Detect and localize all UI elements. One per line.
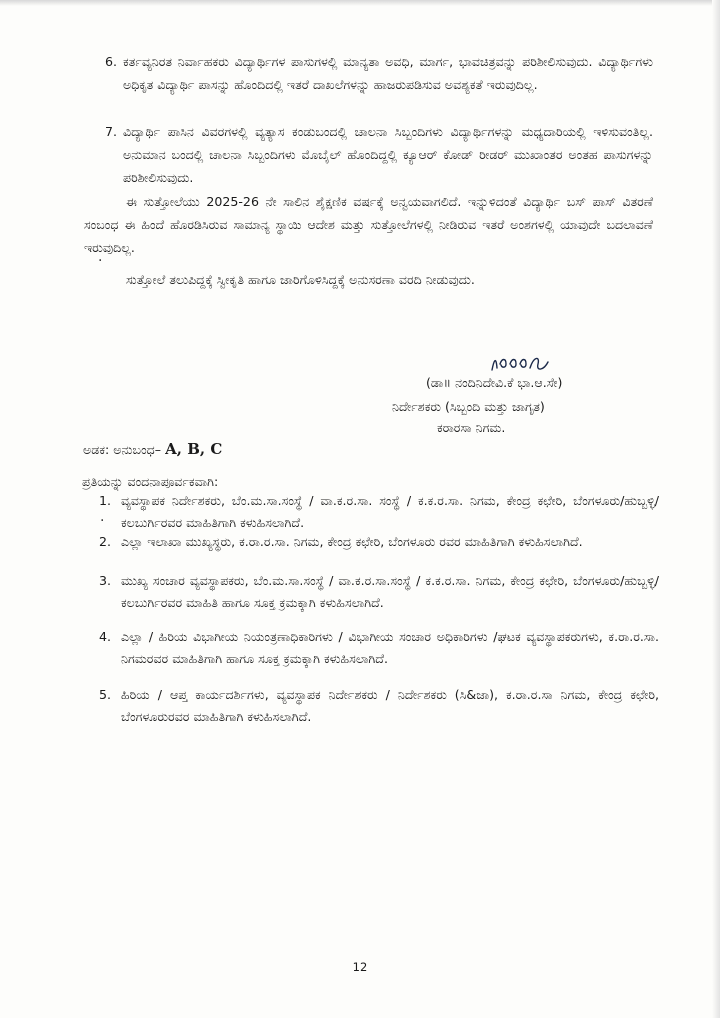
applicability-paragraph: ಈ ಸುತ್ತೋಲೆಯು 2025-26 ನೇ ಸಾಲಿನ ಶೈಕ್ಷಣಿಕ ವರ್ಷಕ್ಕೆ ಅನ್ವಯವಾಗಲಿದೆ. ಇನ್ನುಳಿದಂತೆ ವಿದ್ಯಾರ್ಥಿ ಬಸ್ ಪಾಸ್ ವಿತರಣೆ ಸಂಬಂಧ ಈ ಹಿಂದೆ ಹೊರಡಿಸಿರುವ ಸಾಮಾನ್ಯ ಸ್ಥಾಯಿ ಆದೇಶ ಮತ್ತು ಸುತ್ತೋಲೆಗಳಲ್ಲಿ ನೀಡಿರುವ ಇತರೆ ಅಂಶಗಳಲ್ಲಿ ಯಾವುದೇ ಬದಲಾವಣೆ ಇರುವುದಿಲ್ಲ. bbox=[84, 194, 653, 255]
list-item-text: ವಿದ್ಯಾರ್ಥಿ ಪಾಸಿನ ವಿವರಗಳಲ್ಲಿ ವ್ಯತ್ಯಾಸ ಕಂಡುಬಂದಲ್ಲಿ ಚಾಲನಾ ಸಿಬ್ಬಂದಿಗಳು ವಿದ್ಯಾರ್ಥಿಗಳನ್ನು ಮಧ್ಯದಾರಿಯಲ್ಲಿ ಇಳಿಸುವಂತಿಲ್ಲ. ಅನುಮಾನ ಬಂದಲ್ಲಿ ಚಾಲನಾ ಸಿಬ್ಬಂದಿಗಳು ಮೊಬೈಲ್ ಹೊಂದಿದ್ದಲ್ಲಿ ಕ್ಯೂಆರ್ ಕೋಡ್ ರೀಡರ್ ಮುಖಾಂತರ ಅಂತಹ ಪಾಸುಗಳನ್ನು ಪರಿಶೀಲಿಸುವುದು. bbox=[123, 124, 653, 185]
copy-item-text: ಎಲ್ಲಾ ಇಲಾಖಾ ಮುಖ್ಯಸ್ಥರು, ಕ.ರಾ.ರ.ಸಾ. ನಿಗಮ, ಕೇಂದ್ರ ಕಛೇರಿ, ಬೆಂಗಳೂರು ರವರ ಮಾಹಿತಿಗಾಗಿ ಕಳುಹಿಸಲಾಗಿದೆ. bbox=[121, 534, 583, 549]
enclosure-label: ಅಡಕ: ಅನುಬಂಧ– bbox=[83, 442, 162, 457]
list-item-number: 7. bbox=[105, 124, 118, 139]
enclosure-value: A, B, C bbox=[165, 440, 223, 458]
margin-mark: · bbox=[98, 253, 103, 269]
copy-item-text: ಮುಖ್ಯ ಸಂಚಾರ ವ್ಯವಸ್ಥಾಪಕರು, ಬೆಂ.ಮ.ಸಾ.ಸಂಸ್ಥೆ / ವಾ.ಕ.ರ.ಸಾ.ಸಂಸ್ಥೆ / ಕ.ಕ.ರ.ಸಾ. ನಿಗಮ, ಕೇಂದ್ರ ಕಛೇರಿ, ಬೆಂಗಳೂರು/ಹುಬ್ಬಳ್ಳಿ/ಕಲಬುರ್ಗಿರವರ ಮಾಹಿತಿ ಹಾಗೂ ಸೂಕ್ತ ಕ್ರಮಕ್ಕಾಗಿ ಕಳುಹಿಸಲಾಗಿದೆ. bbox=[121, 573, 659, 610]
copy-item-text: ಎಲ್ಲಾ / ಹಿರಿಯ ವಿಭಾಗೀಯ ನಿಯಂತ್ರಣಾಧಿಕಾರಿಗಳು / ವಿಭಾಗೀಯ ಸಂಚಾರ ಅಧಿಕಾರಿಗಳು /ಘಟಕ ವ್ಯವಸ್ಥಾಪಕರುಗಳು, ಕ.ರಾ.ರ.ಸಾ. ನಿಗಮರವರ ಮಾಹಿತಿಗಾಗಿ ಹಾಗೂ ಸೂಕ್ತ ಕ್ರಮಕ್ಕಾಗಿ ಕಳುಹಿಸಲಾಗಿದೆ. bbox=[121, 629, 659, 666]
copy-to-heading: ಪ್ರತಿಯನ್ನು ವಂದನಾಪೂರ್ವಕವಾಗಿ: bbox=[82, 474, 219, 489]
copy-item-number: 1. bbox=[99, 493, 112, 508]
signatory-organization: ಕರಾರಸಾ ನಿಗಮ. bbox=[437, 420, 506, 435]
list-item-7 bbox=[105, 120, 653, 189]
copy-item-number: 4. bbox=[99, 629, 112, 644]
list-item-text: ಕರ್ತವ್ಯನಿರತ ನಿರ್ವಾಹಕರು ವಿದ್ಯಾರ್ಥಿಗಳ ಪಾಸುಗಳಲ್ಲಿ ಮಾನ್ಯತಾ ಅವಧಿ, ಮಾರ್ಗ, ಭಾವಚಿತ್ರವನ್ನು ಪರಿಶೀಲಿಸುವುದು. ವಿದ್ಯಾರ್ಥಿಗಳು ಅಧಿಕೃತ ವಿದ್ಯಾರ್ಥಿ ಪಾಸನ್ನು ಹೊಂದಿದಲ್ಲಿ ಇತರೆ ದಾಖಲೆಗಳನ್ನು ಹಾಜರುಪಡಿಸುವ ಅವಶ್ಯಕತೆ ಇರುವುದಿಲ್ಲ. bbox=[123, 54, 653, 92]
copy-item-3 bbox=[99, 570, 659, 614]
enclosure-line bbox=[83, 440, 222, 459]
copy-item-4 bbox=[99, 626, 659, 670]
copy-item-number: 3. bbox=[99, 573, 112, 588]
acknowledgement-paragraph: ಸುತ್ತೋಲೆ ತಲುಪಿದ್ದಕ್ಕೆ ಸ್ವೀಕೃತಿ ಹಾಗೂ ಜಾರಿಗೊಳಿಸಿದ್ದಕ್ಕೆ ಅನುಸರಣಾ ವರದಿ ನೀಡುವುದು. bbox=[126, 272, 475, 287]
margin-mark: · bbox=[100, 513, 105, 529]
copy-item-5 bbox=[99, 684, 659, 728]
list-item-number: 6. bbox=[105, 54, 118, 69]
signatory-designation: ನಿರ್ದೇಶಕರು (ಸಿಬ್ಬಂದಿ ಮತ್ತು ಜಾಗೃತ) bbox=[392, 399, 545, 414]
copy-item-text: ಹಿರಿಯ / ಆಪ್ತ ಕಾರ್ಯದರ್ಶಿಗಳು, ವ್ಯವಸ್ಥಾಪಕ ನಿರ್ದೇಶಕರು / ನಿರ್ದೇಶಕರು (ಸಿ&ಜಾ), ಕ.ರಾ.ರ.ಸಾ ನಿಗಮ, ಕೇಂದ್ರ ಕಛೇರಿ, ಬೆಂಗಳೂರುರವರ ಮಾಹಿತಿಗಾಗಿ ಕಳುಹಿಸಲಾಗಿದೆ. bbox=[121, 687, 659, 724]
list-item-6 bbox=[105, 50, 653, 96]
copy-item-1 bbox=[99, 490, 659, 534]
page-number: 12 bbox=[352, 960, 368, 974]
copy-item-number: 2. bbox=[99, 534, 112, 549]
copy-item-number: 5. bbox=[99, 687, 112, 702]
copy-item-text: ವ್ಯವಸ್ಥಾಪಕ ನಿರ್ದೇಶಕರು, ಬೆಂ.ಮ.ಸಾ.ಸಂಸ್ಥೆ / ವಾ.ಕ.ರ.ಸಾ. ಸಂಸ್ಥೆ / ಕ.ಕ.ರ.ಸಾ. ನಿಗಮ, ಕೇಂದ್ರ ಕಛೇರಿ, ಬೆಂಗಳೂರು/ಹುಬ್ಬಳ್ಳಿ/ಕಲಬುರ್ಗಿರವರ ಮಾಹಿತಿಗಾಗಿ ಕಳುಹಿಸಲಾಗಿದೆ. bbox=[121, 493, 659, 530]
copy-item-2 bbox=[99, 531, 659, 553]
signatory-name: (ಡಾ॥ ನಂದಿನಿದೇವಿ.ಕೆ ಭಾ.ಆ.ಸೇ) bbox=[426, 375, 563, 390]
